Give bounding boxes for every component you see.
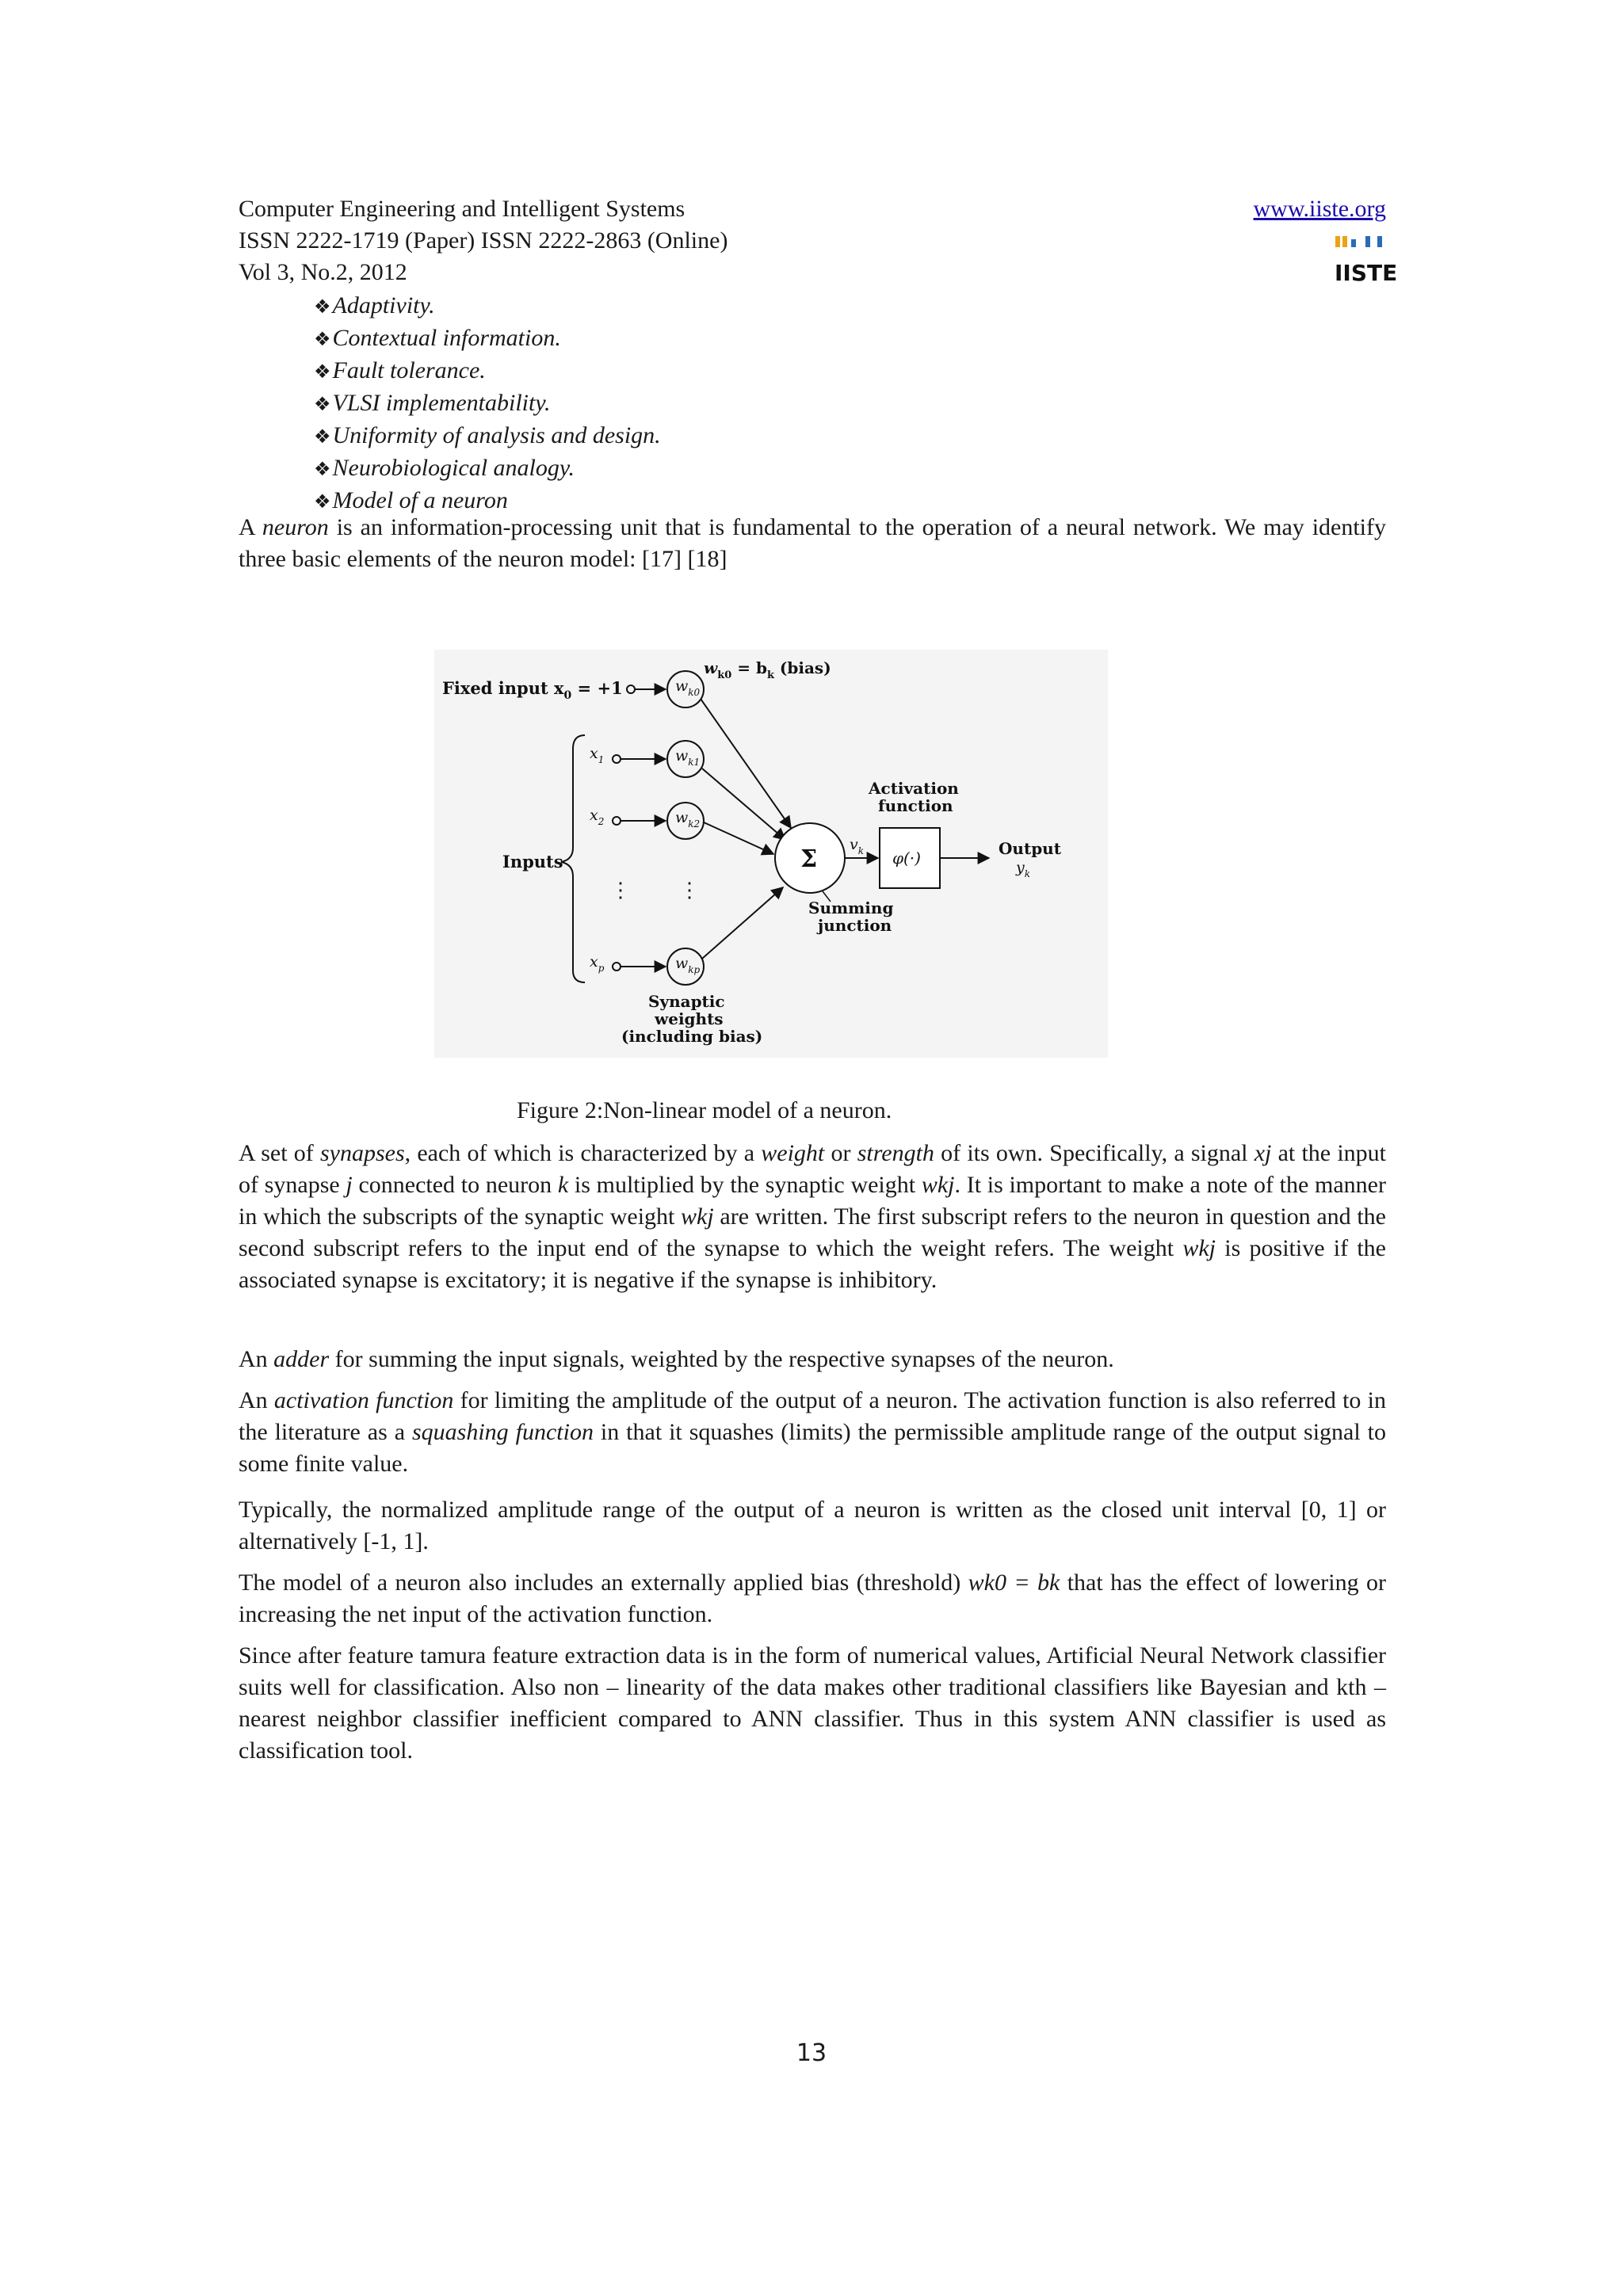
bias-paragraph: The model of a neuron also includes an externally applied bias (threshold) wk0 = bk that has the effect of lowering or increasing the net input of the activation function. — [239, 1569, 1386, 1627]
activation-paragraph: An activation function for limiting the amplitude of the output of a neuron. The activation function is also referred to in the literature as a squashing function in that it squashes (limits) the permissible amplitude range of the output signal to some finite value. — [239, 1387, 1386, 1477]
input-x1-label: $x_1$ — [590, 745, 605, 765]
synaptic-label: Synaptic — [648, 992, 725, 1011]
figure-caption: Figure 2:Non-linear model of a neuron. — [517, 1097, 892, 1123]
normalized-range-paragraph: Typically, the normalized amplitude range of the output of a neuron is written as the closed unit interval [0, 1] or alternatively [-1, 1]. — [239, 1497, 1386, 1554]
bullet-item: ❖Contextual information. — [314, 325, 561, 351]
weights-label: weights — [655, 1009, 724, 1028]
including-bias-label: (including bias) — [621, 1027, 763, 1046]
input-x2-label: $x_2$ — [590, 807, 605, 827]
bullet-item: ❖Neurobiological analogy. — [314, 455, 575, 481]
bias-label: $w_{k0} = b_k$ (bias) — [704, 658, 831, 681]
bullet-item: ❖Uniformity of analysis and design. — [314, 422, 661, 448]
bullet-item: ❖Adaptivity. — [314, 292, 435, 318]
diamond-bullet-icon: ❖ — [314, 393, 331, 415]
logo-text: IISTE — [1335, 260, 1398, 286]
feature-bullet-list — [314, 290, 661, 517]
inputs-label: Inputs — [502, 852, 563, 871]
journal-title: Computer Engineering and Intelligent Systems — [239, 196, 685, 222]
synapses-paragraph: A set of synapses, each of which is characterized by a weight or strength of its own. Specifically, a signal xj at the input of synapse j connected to neuron k is multiplied by the synaptic weight wkj. It is important to make a note of the manner in which the subscripts of the synaptic weight wkj are written. The first subscript refers to the neuron in question and the second subscript refers to the input end of the synapse to which the weight refers. The weight wkj is positive if the associated synapse is excitatory; it is negative if the synapse is inhibitory. — [239, 1140, 1387, 1293]
summing-label: Summing — [808, 898, 894, 917]
diamond-bullet-icon: ❖ — [314, 360, 331, 383]
weight-k0-label: $w_{k0}$ — [675, 677, 701, 698]
phi-label: φ(·) — [892, 849, 921, 868]
vk-label: $v_k$ — [850, 836, 865, 856]
diamond-bullet-icon: ❖ — [314, 328, 331, 350]
journal-url-link[interactable]: www.iiste.org — [1253, 196, 1386, 222]
output-label: Output — [999, 839, 1061, 858]
bullet-item: ❖Fault tolerance. — [314, 357, 486, 383]
junction-label: junction — [818, 916, 892, 935]
iiste-logo — [1334, 235, 1398, 287]
output-yk-label: $y_k$ — [1016, 859, 1031, 879]
input-xp-label: $x_p$ — [590, 953, 605, 974]
diamond-bullet-icon: ❖ — [314, 458, 331, 480]
diamond-bullet-icon: ❖ — [314, 296, 331, 318]
diamond-bullet-icon: ❖ — [314, 425, 331, 448]
vdots-weights: ⋮ — [679, 879, 700, 902]
page-number: 13 — [796, 2039, 827, 2067]
weight-k2-label: $w_{k2}$ — [675, 809, 701, 830]
intro-paragraph: A neuron is an information-processing unit that is fundamental to the operation of a neural network. We may identify three basic elements of the neuron model: [17] [18] — [239, 514, 1386, 572]
weight-kp-label: $w_{kp}$ — [675, 955, 701, 975]
fixed-input-label: Fixed input $x_0 = +1$ — [442, 678, 623, 702]
adder-paragraph: An adder for summing the input signals, weighted by the respective synapses of the neuron. — [239, 1346, 1114, 1372]
bullet-item: ❖Model of a neuron — [314, 487, 508, 513]
neuron-diagram — [434, 650, 1108, 1058]
issn-line: ISSN 2222-1719 (Paper) ISSN 2222-2863 (Online) — [239, 227, 728, 254]
bullet-item: ❖VLSI implementability. — [314, 390, 551, 416]
diamond-bullet-icon: ❖ — [314, 490, 331, 513]
ann-classifier-paragraph: Since after feature tamura feature extraction data is in the form of numerical values, Artificial Neural Network classifier suits well for classification. Also non – linearity of the data makes other traditional classifiers like Bayesian and kth – nearest neighbor classifier inefficient compared to ANN classifier. Thus in this system ANN classifier is used as classification tool. — [239, 1642, 1386, 1764]
neuron-model-figure — [434, 650, 1108, 1058]
vdots-inputs: ⋮ — [610, 879, 631, 902]
activation-label: Activation — [869, 779, 959, 798]
weight-k1-label: $w_{k1}$ — [675, 747, 701, 768]
function-label: function — [878, 796, 953, 815]
volume-line: Vol 3, No.2, 2012 — [239, 259, 407, 285]
sigma-symbol: Σ — [800, 845, 818, 873]
